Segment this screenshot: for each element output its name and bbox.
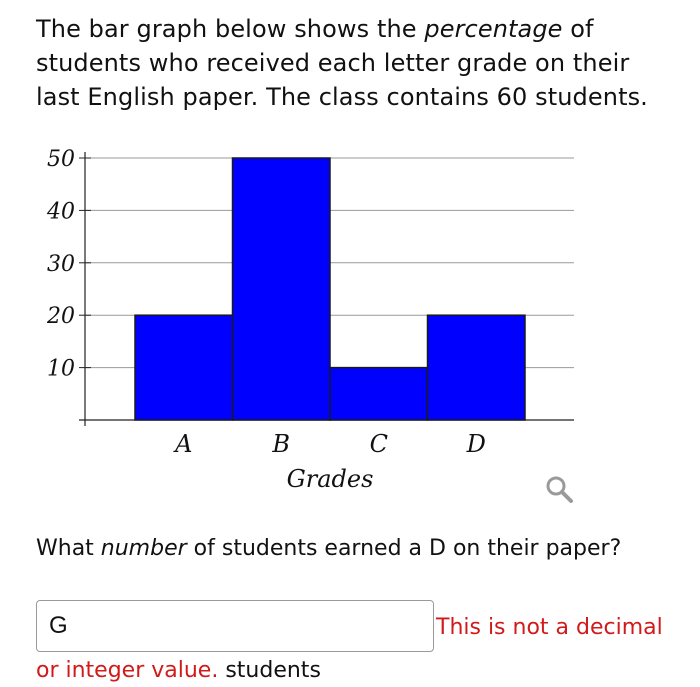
units-label: students	[218, 658, 321, 683]
y-tick-label: 50	[47, 147, 75, 172]
answer-footer	[36, 656, 321, 686]
question-part2: of students who received each letter grade on their last English paper. The class contains 60 students.	[36, 15, 648, 111]
prompt-text	[36, 533, 621, 565]
y-tick-label: 20	[47, 304, 75, 330]
error-message-continued: or integer value.	[36, 658, 219, 683]
y-tick-label: 30	[47, 251, 75, 277]
question-emphasis: percentage	[424, 15, 563, 43]
x-tick-label-c: C	[369, 430, 388, 458]
grade-bar-chart	[0, 140, 700, 500]
x-axis-title: Grades	[286, 465, 374, 493]
bar-d	[428, 315, 526, 420]
prompt-part2: of students earned a D on their paper?	[186, 536, 622, 561]
prompt-emphasis: number	[100, 536, 187, 561]
bar-b	[233, 158, 331, 420]
question-text	[36, 12, 676, 114]
x-tick-label-d: D	[466, 430, 486, 458]
question-part1: The bar graph below shows the	[36, 15, 425, 43]
answer-input[interactable]	[36, 600, 434, 652]
prompt-part1: What	[36, 536, 101, 561]
bar-a	[135, 315, 233, 420]
x-tick-label-a: A	[175, 430, 193, 458]
error-message: This is not a decimal	[436, 615, 663, 640]
y-tick-label: 10	[47, 356, 75, 382]
y-tick-label: 40	[47, 199, 75, 225]
magnifier-icon[interactable]	[543, 473, 577, 507]
grade-bar-chart-svg	[0, 140, 700, 500]
bar-c	[330, 368, 428, 420]
magnifier-icon-svg	[543, 473, 577, 507]
x-tick-label-b: B	[272, 430, 291, 458]
